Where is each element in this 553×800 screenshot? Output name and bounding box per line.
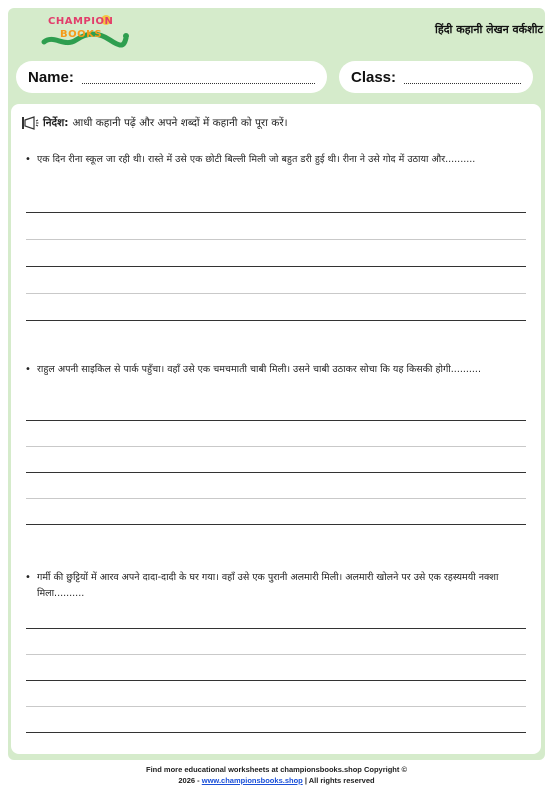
answer-line [26, 446, 526, 447]
question-3: • गर्मी की छुट्टियों में आरव अपने दादा-दादी के घर गया। वहाँ उसे एक पुरानी अलमारी मिली। अलमारी खोलने पर उसे एक रहस्यमयी नक्शा मिला.......... [25, 570, 525, 602]
answer-line [26, 320, 526, 321]
instructions-heading: निर्देश: [43, 117, 69, 129]
footer-line-1: Find more educational worksheets at championsbooks.shop Copyright © [146, 765, 407, 774]
name-dotted-line [82, 74, 315, 84]
answer-line [26, 498, 526, 499]
footer-year: 2026 - [178, 776, 202, 785]
class-dotted-line [404, 74, 521, 84]
answer-line [26, 524, 526, 525]
answer-line [26, 732, 526, 733]
answer-line [26, 628, 526, 629]
answer-line [26, 706, 526, 707]
answer-line [26, 654, 526, 655]
class-field[interactable] [339, 61, 533, 93]
name-label: Name: [28, 68, 74, 86]
question-text: गर्मी की छुट्टियों में आरव अपने दादा-दादी के घर गया। वहाँ उसे एक पुरानी अलमारी मिली। अलमारी खोलने पर उसे एक रहस्यमयी नक्शा मिला.......... [37, 572, 499, 599]
answer-line [26, 472, 526, 473]
megaphone-icon [21, 116, 39, 130]
champion-books-logo [40, 12, 130, 50]
class-label: Class: [351, 68, 397, 86]
answer-line [26, 239, 526, 240]
answer-line [26, 680, 526, 681]
answer-line [26, 293, 526, 294]
answer-line [26, 266, 526, 267]
question-text: एक दिन रीना स्कूल जा रही थी। रास्ते में उसे एक छोटी बिल्ली मिली जो बहुत डरी हुई थी। रीना ने उसे गोद में उठाया और.......... [37, 154, 476, 165]
answer-line [26, 212, 526, 213]
instructions [21, 116, 288, 130]
footer-link[interactable]: www.championsbooks.shop [201, 776, 303, 785]
footer-rights: | All rights reserved [302, 776, 375, 785]
answer-line [26, 420, 526, 421]
instructions-text: आधी कहानी पढ़ें और अपने शब्दों में कहानी को पूरा करें। [72, 117, 288, 129]
question-text: राहुल अपनी साइकिल से पार्क पहुँचा। वहाँ उसे एक चमचमाती चाबी मिली। उसने चाबी उठाकर सोचा कि यह किसकी होगी.......... [37, 364, 481, 375]
name-field[interactable] [16, 61, 327, 93]
question-1: • एक दिन रीना स्कूल जा रही थी। रास्ते में उसे एक छोटी बिल्ली मिली जो बहुत डरी हुई थी। रीना ने उसे गोद में उठाया और.......... [25, 152, 525, 168]
logo-text-top: CHAMPION [48, 16, 114, 27]
worksheet-card [11, 104, 541, 754]
footer [0, 764, 553, 786]
footer-line-2 [0, 775, 553, 786]
logo-text-bottom: BOOKS [60, 29, 103, 40]
page-title: हिंदी कहानी लेखन वर्कशीट [435, 23, 543, 36]
question-2: • राहुल अपनी साइकिल से पार्क पहुँचा। वहाँ उसे एक चमचमाती चाबी मिली। उसने चाबी उठाकर सोचा कि यह किसकी होगी.......... [25, 362, 525, 378]
